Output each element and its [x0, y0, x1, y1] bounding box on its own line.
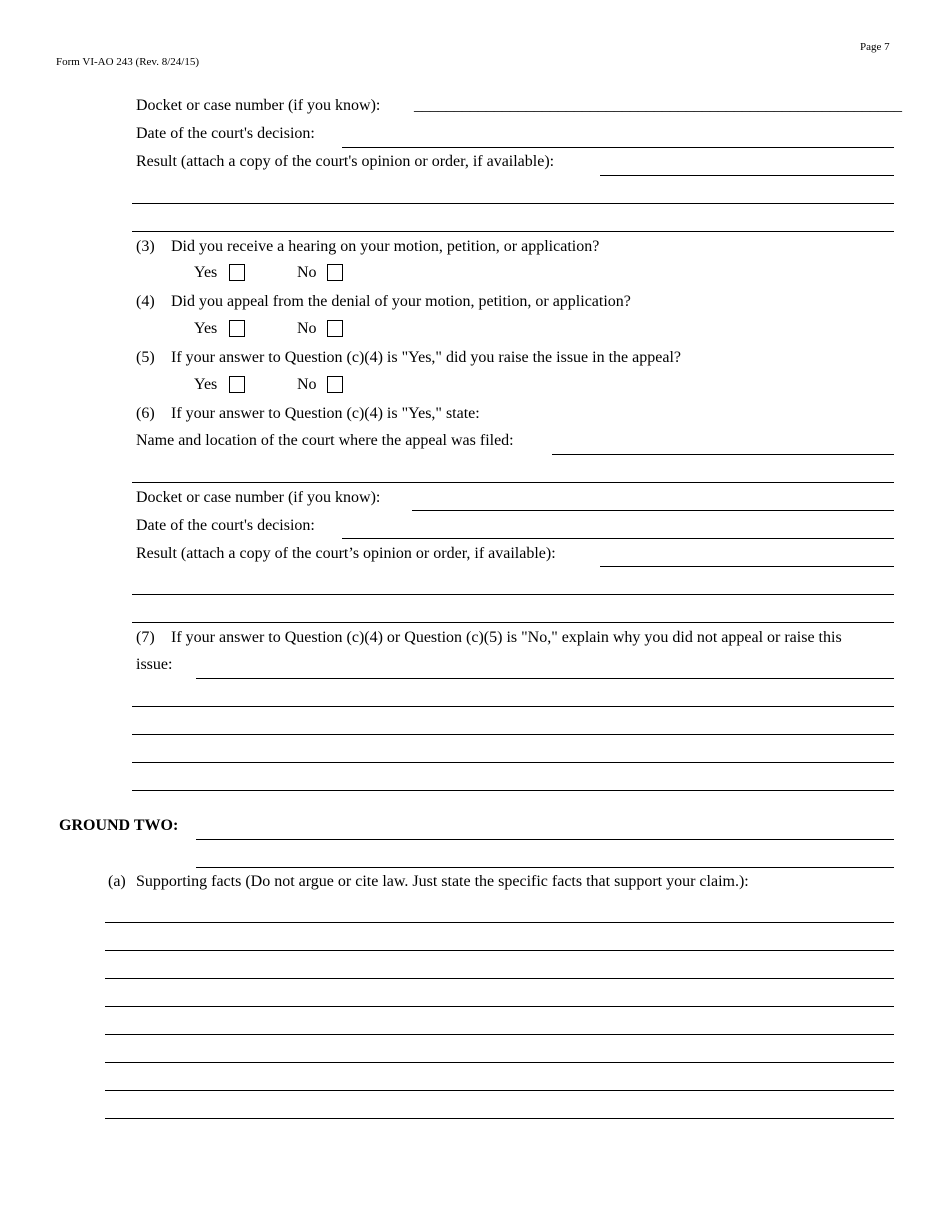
supporting-facts-line[interactable] [105, 1006, 894, 1007]
question-5-yes-label: Yes [194, 376, 218, 393]
question-4-yes-checkbox[interactable] [229, 320, 245, 337]
question-4-no-checkbox[interactable] [327, 320, 343, 337]
appeal-decision-date-label: Date of the court's decision: [136, 517, 315, 534]
question-6-text: If your answer to Question (c)(4) is "Yes," state: [171, 405, 480, 422]
question-7-field-line[interactable] [132, 762, 894, 763]
result-field[interactable] [600, 175, 894, 176]
ground-two-field[interactable] [196, 839, 894, 840]
question-5-no-checkbox[interactable] [327, 376, 343, 393]
question-7-field-line[interactable] [132, 790, 894, 791]
supporting-facts-label: Supporting facts (Do not argue or cite law. Just state the specific facts that support your claim.): [136, 873, 749, 890]
appeal-result-field[interactable] [600, 566, 894, 567]
appeal-docket-field[interactable] [412, 510, 894, 511]
question-3-number: (3) [136, 238, 155, 255]
appeal-court-field[interactable] [552, 454, 894, 455]
appeal-result-field-line[interactable] [132, 594, 894, 595]
question-6-number: (6) [136, 405, 155, 422]
appeal-court-field-line[interactable] [132, 482, 894, 483]
form-id: Form VI-AO 243 (Rev. 8/24/15) [56, 56, 199, 68]
result-field-line[interactable] [132, 231, 894, 232]
supporting-facts-line[interactable] [105, 978, 894, 979]
question-5-number: (5) [136, 349, 155, 366]
question-3-no-label: No [297, 264, 317, 281]
decision-date-label: Date of the court's decision: [136, 125, 315, 142]
appeal-result-label: Result (attach a copy of the court’s opinion or order, if available): [136, 545, 556, 562]
question-4-text: Did you appeal from the denial of your motion, petition, or application? [171, 293, 631, 310]
question-7-number: (7) [136, 629, 155, 646]
question-5-no-label: No [297, 376, 317, 393]
result-field-line[interactable] [132, 203, 894, 204]
supporting-facts-line[interactable] [105, 922, 894, 923]
question-5-text: If your answer to Question (c)(4) is "Yes," did you raise the issue in the appeal? [171, 349, 681, 366]
result-label: Result (attach a copy of the court's opinion or order, if available): [136, 153, 555, 170]
question-4-yes-label: Yes [194, 320, 218, 337]
appeal-docket-label: Docket or case number (if you know): [136, 489, 381, 506]
question-4-number: (4) [136, 293, 155, 310]
docket-input-underscore[interactable]: _____________________________________________________________ [414, 97, 902, 114]
ground-two-field-line[interactable] [196, 867, 894, 868]
question-7-field[interactable] [196, 678, 894, 679]
question-4-no-label: No [297, 320, 317, 337]
supporting-facts-line[interactable] [105, 950, 894, 951]
question-3-yes-label: Yes [194, 264, 218, 281]
question-3-yes-checkbox[interactable] [229, 264, 245, 281]
appeal-decision-date-field[interactable] [342, 538, 894, 539]
question-5-yes-checkbox[interactable] [229, 376, 245, 393]
supporting-facts-line[interactable] [105, 1118, 894, 1119]
ground-two-heading: GROUND TWO: [59, 817, 179, 834]
supporting-facts-line[interactable] [105, 1034, 894, 1035]
question-7-continuation: issue: [136, 656, 173, 673]
appeal-court-label: Name and location of the court where the appeal was filed: [136, 432, 514, 449]
question-3-text: Did you receive a hearing on your motion, petition, or application? [171, 238, 600, 255]
supporting-facts-line[interactable] [105, 1090, 894, 1091]
question-7-field-line[interactable] [132, 706, 894, 707]
decision-date-field[interactable] [342, 147, 894, 148]
appeal-result-field-line[interactable] [132, 622, 894, 623]
supporting-facts-number: (a) [108, 873, 126, 890]
question-7-text: If your answer to Question (c)(4) or Question (c)(5) is "No," explain why you did not appeal or raise this [171, 629, 842, 646]
supporting-facts-line[interactable] [105, 1062, 894, 1063]
docket-label: Docket or case number (if you know): [136, 97, 381, 114]
question-3-no-checkbox[interactable] [327, 264, 343, 281]
question-7-field-line[interactable] [132, 734, 894, 735]
page-number: Page 7 [860, 41, 890, 53]
